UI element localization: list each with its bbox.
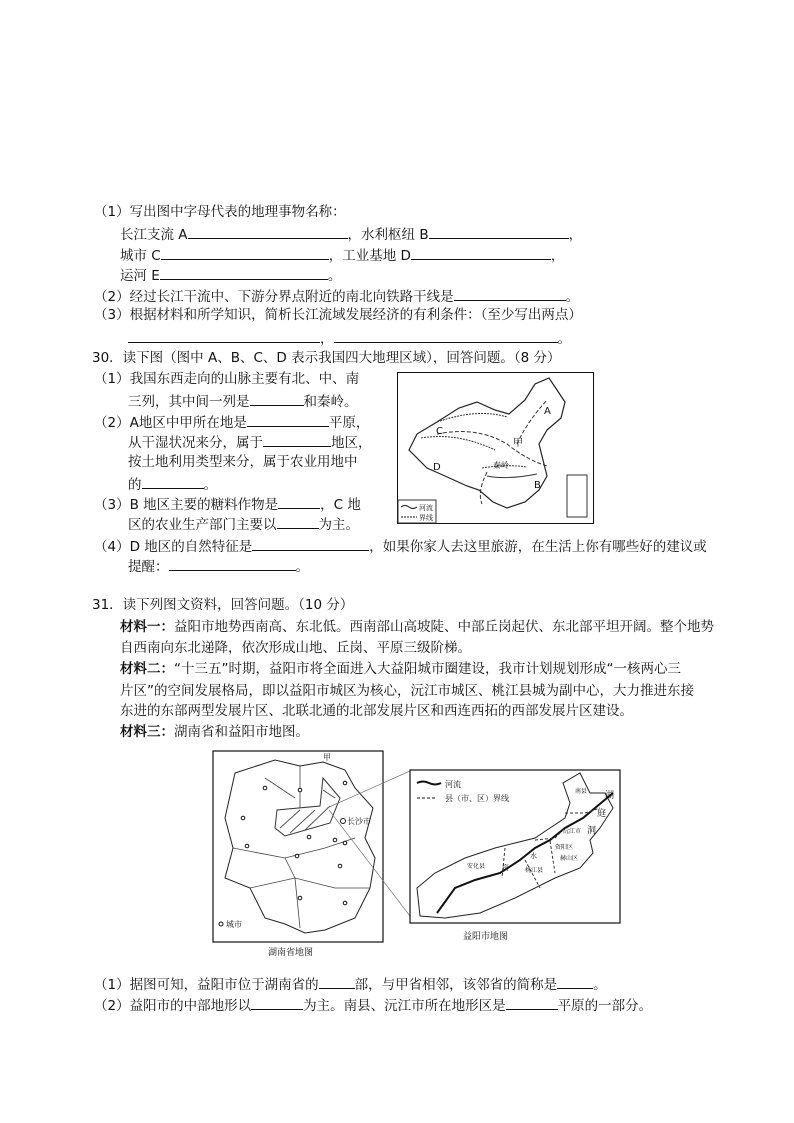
- answer-blank-moisture[interactable]: [263, 433, 331, 447]
- label-taojiang: 桃江县: [525, 867, 544, 874]
- material-1-line-2: 自西南向东北递降，依次形成山地、丘岗、平原三级阶梯。: [120, 640, 471, 656]
- text: 平原的一部分。: [557, 998, 653, 1014]
- answer-blank-abbreviation[interactable]: [557, 975, 593, 989]
- q30-l10: [128, 557, 309, 575]
- comma: ，: [550, 248, 565, 264]
- label-hu: 湖: [605, 791, 615, 801]
- q30-l3: [94, 413, 369, 431]
- label-anhua: 安化县: [467, 863, 486, 870]
- text: 益阳市地势西南高、东北低。西南部山高坡陡、中部丘岗起伏、东北部平坦开阔。整个地势: [174, 619, 714, 635]
- label-jia: 甲: [513, 438, 523, 449]
- answer-blank-plain[interactable]: [506, 996, 558, 1010]
- answer-blank-d[interactable]: [411, 246, 551, 260]
- q30-l4: [128, 433, 372, 451]
- q29-part2-text: （2）经过长江干流中、下游分界点附近的南北向铁路干线是: [94, 289, 454, 305]
- q30-l6: [128, 475, 217, 493]
- q30-l7: [94, 495, 361, 513]
- text: 。: [295, 559, 309, 575]
- q30-l8: [128, 515, 359, 533]
- q30-l5: 按土地利用类型来分，属于农业用地中: [128, 454, 358, 470]
- q29-part2: [94, 287, 579, 305]
- comma: ，: [568, 227, 583, 243]
- q31-part2: [94, 996, 652, 1014]
- text: 。: [203, 477, 217, 493]
- label-changsha: 长沙市: [347, 817, 371, 826]
- text: ，如果你家人去这里旅游，在生活上你有哪些好的建议或: [369, 539, 707, 555]
- label-b: ，水利枢纽 B: [347, 227, 429, 243]
- legend-river-label: 河流: [419, 504, 433, 512]
- answer-blank-feature[interactable]: [252, 537, 369, 551]
- label-qinling: 秦岭: [493, 461, 509, 470]
- answer-blank-plain[interactable]: [247, 413, 329, 427]
- label-dong: 洞: [587, 826, 597, 836]
- yiyang-map-frame: [410, 770, 620, 923]
- legend-boundary-label: 界线: [419, 514, 433, 522]
- answer-blank-condition-1[interactable]: [128, 329, 320, 343]
- q31-title: 31．读下列图文资料，回答问题。（10 分）: [92, 597, 354, 613]
- hunan-map-caption: 湖南省地图: [268, 948, 314, 958]
- text: 区的农业生产部门主要以: [128, 517, 277, 533]
- q29-part1: （1）写出图中字母代表的地理事物名称：: [94, 204, 346, 220]
- answer-blank-c[interactable]: [161, 246, 329, 260]
- material-2-label: 材料二：: [120, 661, 174, 677]
- q29-part3: （3）根据材料和所学知识，简析长江流域发展经济的有利条件：（至少写出两点）: [94, 307, 582, 323]
- city-legend-icon: [219, 922, 223, 926]
- answer-blank-landuse[interactable]: [142, 475, 204, 489]
- period: 。: [557, 331, 571, 347]
- answer-blank-a[interactable]: [188, 225, 348, 239]
- answer-blank-mountain[interactable]: [250, 392, 304, 406]
- q31-part1: [94, 975, 607, 993]
- label-ting: 庭: [597, 809, 607, 819]
- answer-blank-advice[interactable]: [169, 557, 296, 571]
- text: （4）D 地区的自然特征是: [94, 539, 253, 555]
- legend-city-label: 城市: [226, 920, 242, 929]
- material-1-label: 材料一：: [120, 619, 174, 635]
- label-shui: 水: [530, 852, 537, 860]
- label-heshan: 赫山区: [560, 855, 579, 862]
- answer-blank-railway[interactable]: [454, 287, 566, 301]
- text: 平原，: [328, 415, 370, 431]
- label-jia: 甲: [323, 753, 331, 762]
- q29-line-cd: [120, 246, 564, 264]
- text: 三列，其中间一列是: [128, 394, 250, 410]
- label-a: 长江支流 A: [120, 227, 188, 243]
- answer-blank-sugar[interactable]: [278, 495, 320, 509]
- answer-blank-b[interactable]: [429, 225, 569, 239]
- china-map: [397, 372, 594, 524]
- text: 地区，: [331, 435, 372, 451]
- label-c: C: [436, 426, 443, 437]
- yiyang-map-caption: 益阳市地图: [463, 932, 509, 942]
- answer-blank-e[interactable]: [160, 266, 328, 280]
- label-nanxian: 南县: [575, 788, 588, 795]
- label-a: A: [544, 406, 551, 417]
- material-2-line-3: 东进的东部两型发展片区、北联北通的北部发展片区和西连西拓的西部发展片区建设。: [120, 703, 633, 719]
- legend-boundary-label: 县（市、区）界线: [445, 794, 509, 803]
- label-d: D: [433, 462, 441, 473]
- material-2-line-2: 片区”的空间发展格局，即以益阳市城区为核心，沅江市城区、桃江县城为副中心，大力推进东接: [120, 683, 694, 699]
- text: 的: [128, 477, 142, 493]
- hunan-yiyang-maps: [205, 748, 630, 958]
- q30-l2: [128, 392, 358, 410]
- answer-blank-direction[interactable]: [319, 975, 355, 989]
- material-2-line-1: [120, 661, 681, 677]
- material-3-label: 材料三：: [120, 724, 174, 740]
- text: （3）B 地区主要的糖料作物是: [94, 497, 279, 513]
- period: 。: [565, 289, 580, 305]
- material-3-line: [120, 724, 309, 740]
- text: 提醒：: [128, 559, 169, 575]
- q30-title: 30．读下图（图中 A、B、C、D 表示我国四大地理区域），回答问题。（8 分）: [92, 350, 561, 366]
- material-1-line-1: [120, 619, 714, 635]
- legend-river-label: 河流: [445, 780, 461, 789]
- label-c: 城市 C: [120, 248, 161, 264]
- label-d: ，工业基地 D: [328, 248, 411, 264]
- text: 。: [593, 977, 607, 993]
- q29-line-e: [120, 266, 341, 284]
- label-zi: 资: [502, 864, 509, 872]
- q30-l9: [94, 537, 707, 555]
- text: 为主。: [318, 517, 359, 533]
- q30-l1: （1）我国东西走向的山脉主要有北、中、南: [94, 371, 360, 387]
- text: 湖南省和益阳市地图。: [174, 724, 309, 740]
- label-yuanjiang: 沅江市: [563, 828, 582, 835]
- text: “十三五”时期，益阳市将全面进入大益阳城市圈建设，我市计划规划形成“一核两心三: [174, 661, 681, 677]
- text: 为主。南县、沅江市所在地形区是: [303, 998, 506, 1014]
- label-b: B: [534, 480, 541, 491]
- answer-blank-agriculture[interactable]: [277, 515, 319, 529]
- text: （2）益阳市的中部地形以: [94, 998, 252, 1014]
- q29-part3-answers: [128, 329, 571, 347]
- label-ziyang: 资阳区: [555, 844, 574, 851]
- answer-blank-condition-2[interactable]: [334, 329, 558, 343]
- comma: ，: [320, 331, 334, 347]
- text: （1）据图可知，益阳市位于湖南省的: [94, 977, 319, 993]
- text: 部，与甲省相邻，该邻省的简称是: [354, 977, 558, 993]
- text: ，C 地: [320, 497, 361, 513]
- period: 。: [327, 268, 342, 284]
- text: 和秦岭。: [303, 394, 358, 410]
- q29-line-ab: [120, 225, 582, 243]
- text: 从干湿状况来分，属于: [128, 435, 263, 451]
- label-e: 运河 E: [120, 268, 160, 284]
- answer-blank-terrain[interactable]: [251, 996, 303, 1010]
- text: （2）A地区中甲所在地是: [94, 415, 247, 431]
